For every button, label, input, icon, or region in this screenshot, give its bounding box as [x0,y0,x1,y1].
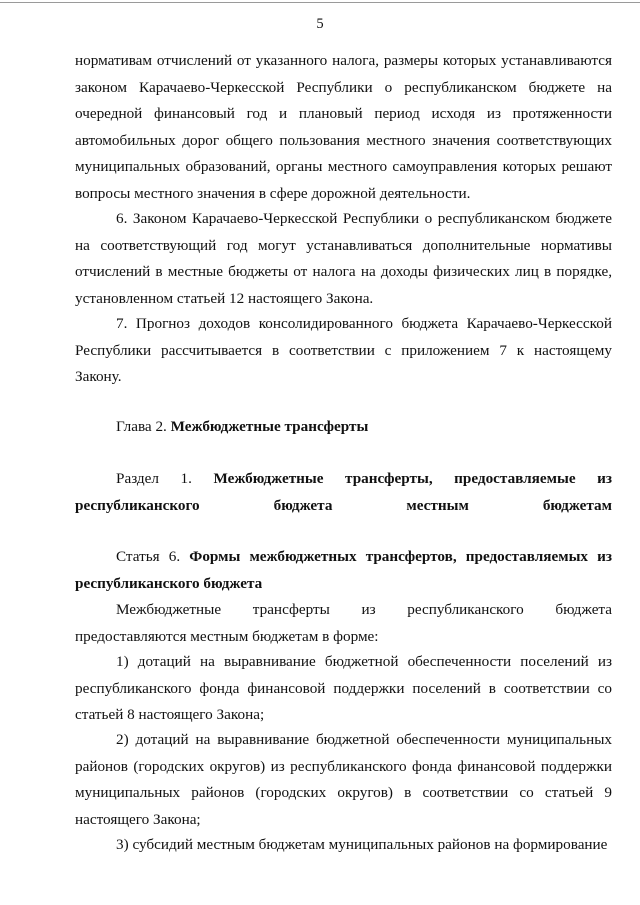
section-heading [75,466,612,519]
page-number: 5 [316,16,324,32]
chapter-title: Межбюджетные трансферты [170,418,369,435]
top-rule [0,2,640,3]
section-title: Межбюджетные трансферты, предоставляемые из республиканского бюджета местным бюджетам [75,470,612,514]
article-intro: Межбюджетные трансферты из республиканского бюджета предоставляются местным бюджетам в форме: [75,601,612,645]
paragraph-continuation: нормативам отчислений от указанного налога, размеры которых устанавливаются законом Карачаево-Черкесской Республики о республиканском бюджете на очередной финансовый год и плановый период исходя из протяженности автомобильных дорог общего пользования местного значения соответствующих муниципальных образований, органы местного самоуправления которых решают вопросы местного значения в сфере дорожной деятельности. [75,52,612,202]
paragraph-6: 6. Законом Карачаево-Черкесской Республики о республиканском бюджете на соответствующий год могут устанавливаться дополнительные нормативы отчислений в местные бюджеты от налога на доходы физических лиц в порядке, установленном статьей 12 настоящего Закона. [75,210,612,307]
article-prefix: Статья 6. [116,548,181,565]
article-heading [75,544,612,597]
chapter-heading [116,414,368,441]
paragraph-7: 7. Прогноз доходов консолидированного бюджета Карачаево-Черкесской Республики рассчитывается в соответствии с приложением 7 к настоящему Закону. [75,315,612,385]
list-item-1: 1) дотаций на выравнивание бюджетной обеспеченности поселений из республиканского фонда финансовой поддержки поселений в соответствии со статьей 8 настоящего Закона; [75,653,612,723]
list-item-2: 2) дотаций на выравнивание бюджетной обеспеченности муниципальных районов (городских округов) из республиканского фонда финансовой поддержки муниципальных районов (городских округов) в соответствии со статьей 9 настоящего Закона; [75,731,612,828]
article-title: Формы межбюджетных трансфертов, предоставляемых из республиканского бюджета [75,548,612,592]
chapter-prefix: Глава 2. [116,418,167,435]
section-prefix: Раздел 1. [116,470,192,487]
list-item-3: 3) субсидий местным бюджетам муниципальных районов на формирование [116,836,608,853]
